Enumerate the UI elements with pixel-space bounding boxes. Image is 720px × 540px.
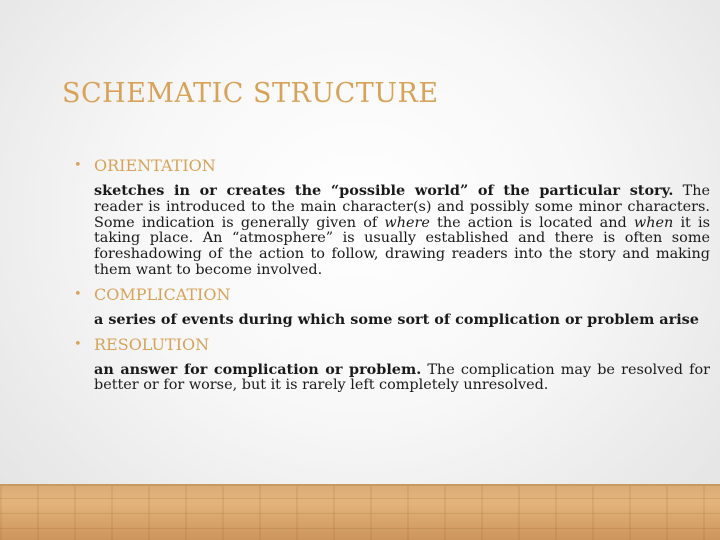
desc-orientation-text-3: it is taking place. An “atmosphere” is usually established and there is often some foreshadowing of the action to follow, drawing readers into the story and making them want to become involved. <box>94 214 710 278</box>
floor-grain <box>0 498 720 499</box>
desc-orientation-text-1: The reader is introduced to the main character(s) and possibly some minor characters. Some indication is generally given of <box>94 183 710 231</box>
floor-grain <box>0 513 720 514</box>
heading-orientation: ORIENTATION <box>94 156 216 175</box>
desc-complication <box>94 312 710 329</box>
slide-content <box>74 156 710 400</box>
desc-orientation <box>94 183 710 279</box>
bullet-dot-icon: • <box>74 286 82 302</box>
desc-orientation-text-2: the action is located and <box>429 214 634 231</box>
bullet-orientation <box>74 156 710 175</box>
bullet-dot-icon: • <box>74 336 82 352</box>
floor-grain <box>0 528 720 529</box>
desc-orientation-lead: sketches in or creates the “possible world” of the particular story. <box>94 182 674 199</box>
desc-orientation-when: when <box>633 214 674 231</box>
heading-complication: COMPLICATION <box>94 284 231 304</box>
bullet-complication <box>74 285 710 304</box>
desc-resolution-lead: an answer for complication or problem. <box>94 360 422 378</box>
heading-resolution: RESOLUTION <box>94 334 210 354</box>
bullet-resolution <box>74 335 710 354</box>
desc-resolution-text-1: The complication may be resolved for better or for worse, but it is rarely left completely unresolved. <box>94 361 710 394</box>
desc-complication-lead: a series of events during which some sort of complication or problem arise <box>94 310 699 328</box>
bullet-dot-icon: • <box>74 158 82 173</box>
desc-resolution <box>94 362 710 395</box>
floor-edge <box>0 484 720 486</box>
desc-orientation-where: where <box>384 214 430 231</box>
slide-title: SCHEMATIC STRUCTURE <box>62 78 439 109</box>
wood-floor <box>0 484 720 540</box>
